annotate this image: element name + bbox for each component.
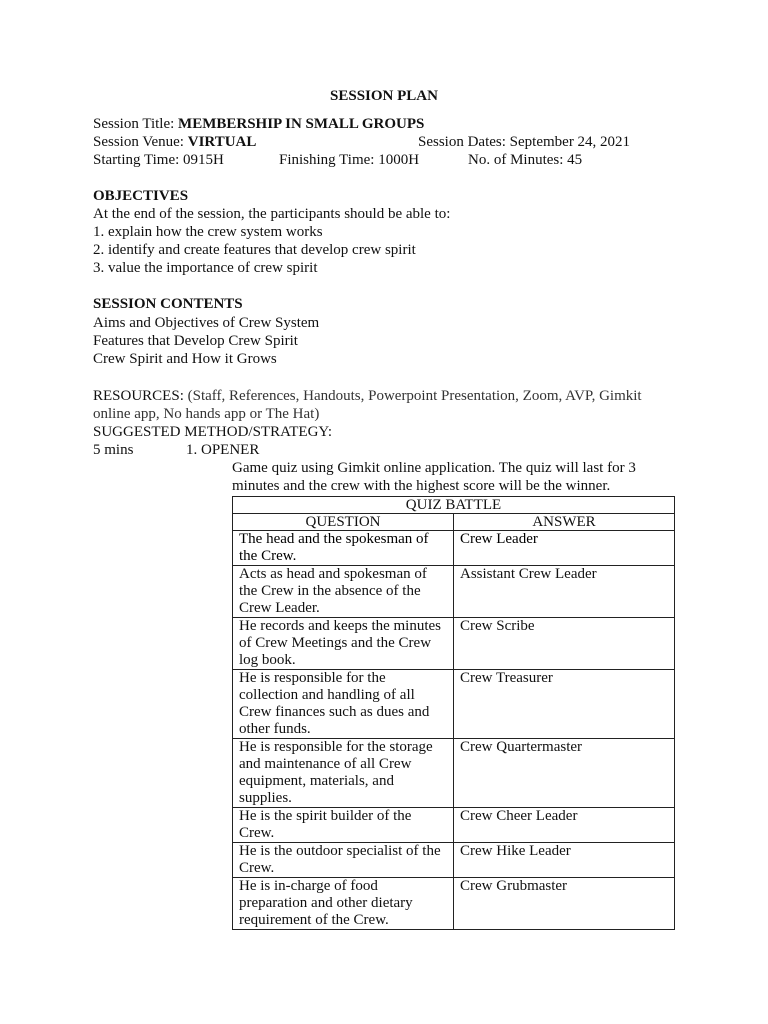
table-row: [233, 808, 675, 843]
objective-item: 2. identify and create features that develop crew spirit: [93, 242, 416, 258]
question-column-header: QUESTION: [233, 514, 454, 531]
answer-cell: Crew Scribe: [454, 618, 675, 670]
question-cell: The head and the spokesman of the Crew.: [233, 531, 454, 566]
method-label: SUGGESTED METHOD/STRATEGY:: [93, 424, 333, 440]
table-row: [233, 618, 675, 670]
resources-list-continued: online app, No hands app or The Hat): [93, 406, 320, 422]
question-cell: He records and keeps the minutes of Crew Meetings and the Crew log book.: [233, 618, 454, 670]
contents-item: Aims and Objectives of Crew System: [93, 315, 320, 331]
resources-list: (Staff, References, Handouts, Powerpoint Presentation, Zoom, AVP, Gimkit: [187, 388, 642, 404]
resources-line: [93, 387, 642, 405]
contents-item: Crew Spirit and How it Grows: [93, 351, 277, 367]
objectives-heading: OBJECTIVES: [93, 188, 189, 204]
answer-cell: Assistant Crew Leader: [454, 566, 675, 618]
table-row: [233, 843, 675, 878]
table-row: [233, 739, 675, 808]
table-row: [233, 566, 675, 618]
session-title-line: [93, 115, 424, 133]
contents-heading: SESSION CONTENTS: [93, 296, 243, 312]
question-cell: He is in-charge of food preparation and other dietary requirement of the Crew.: [233, 878, 454, 930]
session-venue-line: [93, 133, 256, 151]
question-cell: He is the spirit builder of the Crew.: [233, 808, 454, 843]
session-venue-label: Session Venue:: [93, 134, 188, 150]
question-cell: He is the outdoor specialist of the Crew.: [233, 843, 454, 878]
question-cell: Acts as head and spokesman of the Crew in the absence of the Crew Leader.: [233, 566, 454, 618]
quiz-battle-table: [232, 496, 675, 930]
page-title: SESSION PLAN: [330, 88, 438, 104]
resources-label: RESOURCES:: [93, 388, 188, 404]
question-cell: He is responsible for the storage and maintenance of all Crew equipment, materials, and supplies.: [233, 739, 454, 808]
objectives-intro: At the end of the session, the participants should be able to:: [93, 206, 451, 222]
starting-time: Starting Time: 0915H: [93, 152, 224, 168]
method-duration: 5 mins: [93, 442, 134, 458]
objective-item: 1. explain how the crew system works: [93, 224, 323, 240]
table-row: [233, 878, 675, 930]
number-of-minutes: No. of Minutes: 45: [468, 152, 583, 168]
session-venue-value: VIRTUAL: [187, 134, 257, 150]
session-dates: Session Dates: September 24, 2021: [418, 134, 631, 150]
finishing-time: Finishing Time: 1000H: [279, 152, 420, 168]
answer-column-header: ANSWER: [454, 514, 675, 531]
table-row: [233, 531, 675, 566]
method-step: 1. OPENER: [186, 442, 260, 458]
session-title-value: MEMBERSHIP IN SMALL GROUPS: [178, 116, 425, 132]
answer-cell: Crew Cheer Leader: [454, 808, 675, 843]
answer-cell: Crew Treasurer: [454, 670, 675, 739]
session-title-label: Session Title:: [93, 116, 179, 132]
question-cell: He is responsible for the collection and handling of all Crew finances such as dues and other funds.: [233, 670, 454, 739]
answer-cell: Crew Hike Leader: [454, 843, 675, 878]
contents-item: Features that Develop Crew Spirit: [93, 333, 298, 349]
answer-cell: Crew Leader: [454, 531, 675, 566]
objective-item: 3. value the importance of crew spirit: [93, 260, 318, 276]
quiz-caption: QUIZ BATTLE: [233, 497, 675, 514]
table-row: [233, 670, 675, 739]
answer-cell: Crew Quartermaster: [454, 739, 675, 808]
answer-cell: Crew Grubmaster: [454, 878, 675, 930]
opener-description: Game quiz using Gimkit online application. The quiz will last for 3 minutes and the crew with the highest score will be the winner.: [232, 460, 636, 494]
